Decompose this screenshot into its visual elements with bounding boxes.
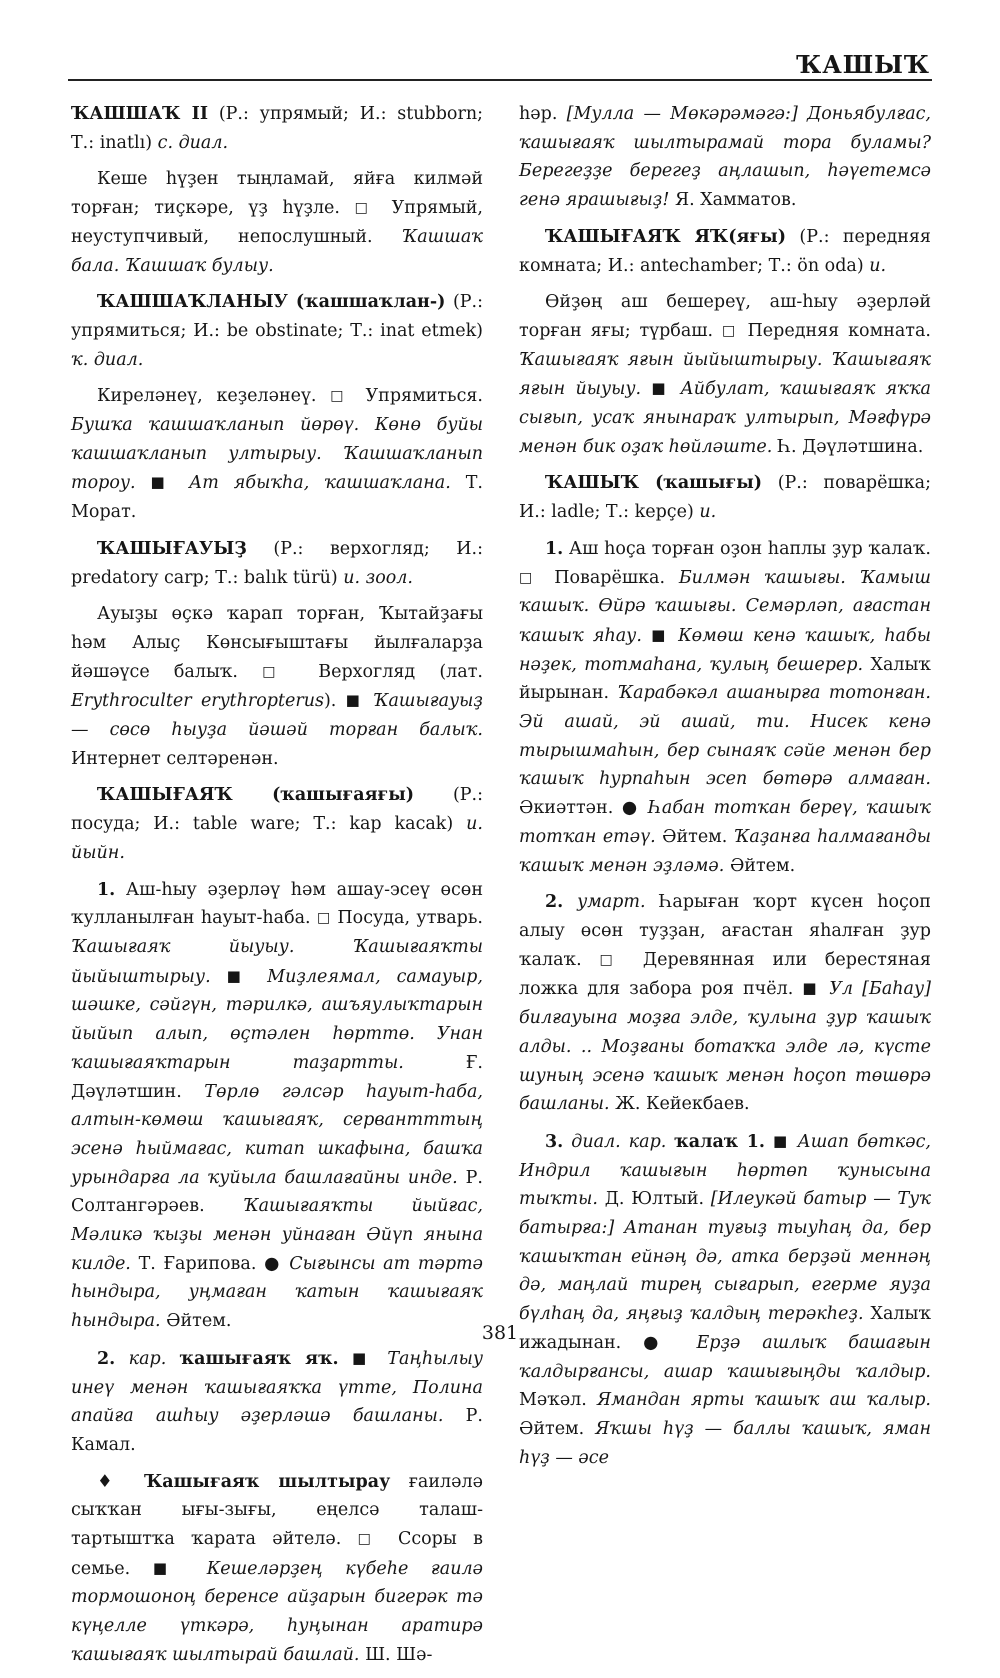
proverb-marker-icon: ● xyxy=(643,1332,675,1353)
entry-kashshak-ii xyxy=(71,100,483,157)
quotation: Таңһылыу инеү менән ҡашығаяҡҡа үтте, Полина апайға ашһыу әҙерләшә башланы. xyxy=(71,1348,483,1427)
quote-source: Т. Морат. xyxy=(71,473,483,523)
russian-equivalent: Посуда, утварь. xyxy=(337,908,483,929)
quote-marker-icon: ■ xyxy=(152,1558,185,1577)
quote-source: Әйтем. xyxy=(729,855,796,876)
definition xyxy=(71,165,483,280)
definition-text: ғаиләлә сыҡҡан ығы-зығы, еңелсә талаш-тартыштҡа ҡарата әйтелә. xyxy=(71,1471,483,1550)
quote-marker-icon: ■ xyxy=(150,473,175,492)
proverb: Ерҙә ашлыҡ башағын ҡалдырғансы, ашар ҡашығыңды ҡалдыр. xyxy=(519,1332,931,1382)
cross-reference: ҡалаҡ 1. xyxy=(674,1131,765,1152)
translation-gloss: (Р.: посуда; И.: table ware; Т.: kap kacak) xyxy=(71,785,483,835)
entry-kashygayak-yak xyxy=(519,223,931,280)
grammar-label: и. xyxy=(699,502,717,523)
quote-source: Р. Солтангәрәев. xyxy=(71,1167,483,1217)
quote-source: Әйтем. xyxy=(662,826,728,847)
quote-source-continuation: һәр. xyxy=(519,104,558,124)
proverb: Ҡаҙанға һалмағанды ҡашыҡ менән эҙләмә. xyxy=(519,826,931,876)
sense-number: 2. xyxy=(545,892,564,913)
quote-source: Д. Юлтый. xyxy=(604,1189,705,1210)
quotation: Миҙлеямал, самауыр, шәшке, сәйгүн, тәрилкә, ашъяулыҡтарын йыйып алып, өҫтәлен һөрттө. Унан ҡашығаяҡтарын таҙартты. xyxy=(71,966,483,1073)
quotation: [Илеукәй батыр — Туҡ батырға:] Атанан туғыҙ тыуһаң да, бер ҡашыҡтан ейнәң дә, атка берҙәй меннәң дә, маңлай тирең сығарып, егерме яуҙа бүлһаң да, яңғыҙ ҡалдың терәкһеҙ. xyxy=(519,1189,931,1325)
quotation: Ҡарабәкәл ашанырға тотонған. Эй ашай, эй ашай, ти. Нисек кенә тырышмаһын, бер сынаяҡ сәйе менән бер ҡашыҡ һурпаһын эсеп бөтөрә алмаған. xyxy=(519,683,931,790)
sense-number: 3. xyxy=(545,1131,564,1152)
entry-kashshaklanyu xyxy=(71,288,483,374)
grammar-label: кар. xyxy=(128,1348,167,1369)
russian-equivalent-end: ). xyxy=(323,691,337,712)
quote-source: Әйтем. xyxy=(519,1418,585,1439)
right-column xyxy=(519,100,931,1480)
quote-source: Я. Хамматов. xyxy=(674,190,797,211)
grammar-label: умарт. xyxy=(577,892,646,913)
quotation: Көмөш кенә ҡашыҡ, һабы нәҙек, тотмаһана, ҡулың бешерер. xyxy=(519,625,931,675)
quotation: Төрлө гәлсәр һауыт-һаба, алтын-көмөш ҡашығаяҡ, сервантттың эсенә һыймағас, китап шкафына, башҡа урындарға ла ҡуйыла башлағайны инде. xyxy=(71,1081,483,1188)
entry-kashygauyz xyxy=(71,535,483,592)
headword: ҠАШЫҠ (ҡашығы) xyxy=(545,473,763,494)
quote-marker-icon: ■ xyxy=(802,979,821,998)
quote-source: Т. Ғарипова. xyxy=(138,1253,257,1274)
page-number: 381 xyxy=(481,1322,519,1344)
header-rule xyxy=(68,79,932,81)
definition-text: Ауыҙы өҫкә ҡарап торған, Ҡытайҙағы һәм Алыҫ Көнсығыштағы йылғаларҙа йәшәүсе балыҡ. xyxy=(71,604,483,682)
proverb: Яҡшы һүҙ — баллы ҡашыҡ, яман һүҙ — әсе xyxy=(519,1418,931,1468)
proverb: Сығынсы ат тәртә һындыра, уңмаған ҡатын ҡашығаяҡ һындыра. xyxy=(71,1253,483,1332)
quote-source: Ғ. Дәүләтшин. xyxy=(71,1052,483,1102)
idiom-entry xyxy=(71,1468,483,1670)
usage-examples: Билмән ҡашығы. Ҡамыш ҡашыҡ. Өйрә ҡашығы. Семәрләп, ағастан ҡашыҡ яһау. xyxy=(519,567,931,646)
russian-marker-icon: □ xyxy=(330,388,352,405)
russian-marker-icon: □ xyxy=(519,569,541,586)
quotation: Ашап бөткәс, Индрил ҡашығын һөртөп ҡунысына тыҡты. xyxy=(519,1131,931,1210)
definition-text: Аш һоҫа торған оҙон һаплы ҙур ҡалаҡ. xyxy=(568,538,931,559)
russian-equivalent: Верхогляд (лат. xyxy=(318,661,483,682)
definition-text: Киреләнеү, кеҙеләнеү. xyxy=(97,386,317,407)
grammar-label: ҡ. диал. xyxy=(71,349,144,370)
quotation: Кешеләрҙең күбеһе ғаилә тормошоноң беренсе айҙарын бигерәк тә күңелле үткәрә, һуңынан аратирә ҡашығаяҡ шылтырай башлай. xyxy=(71,1558,483,1665)
quotation: Айбулат, ҡашығаяҡ яҡҡа сығып, усаҡ янынараҡ ултырып, Мәғфүрә менән бик оҙаҡ һөйләште. xyxy=(519,379,931,457)
quote-source: Мәҡәл. xyxy=(519,1390,587,1411)
left-column xyxy=(71,100,483,1678)
sense-3 xyxy=(519,1127,931,1472)
sense-2 xyxy=(71,1344,483,1460)
headword: ҠАШЫҒАЯҠ ЯҠ(яғы) xyxy=(545,226,787,247)
usage-examples: Ҡашығаяҡ йыуыу. Ҡашығаяҡты йыйыштырыу. xyxy=(71,936,483,987)
russian-marker-icon: □ xyxy=(722,322,739,339)
quote-source: Халыҡ ижадынан. xyxy=(519,1304,931,1353)
quotation: Ул [Баһау] билғауына моҙға элде, ҡулына ҙур ҡашыҡ алды. .. Моҙғаны ботаҡҡа элде лә, күсте шуның эсенә ҡашыҡ менән һоҫоп төшөрә башланы. xyxy=(519,979,931,1115)
sense-number: 1. xyxy=(545,538,564,559)
quote-source: Интернет селтәренән. xyxy=(71,748,279,769)
quotation: Ат ябыҡһа, ҡашшаҡлана. xyxy=(189,473,451,494)
russian-equivalent: Деревянная или берестяная ложка для забора роя пчёл. xyxy=(519,949,931,1000)
latin-name: Erythroculter erythropterus xyxy=(71,691,324,712)
quote-source: Һ. Дәүләтшина. xyxy=(777,436,924,457)
proverb: Ямандан ярты ҡашыҡ аш ҡалыр. xyxy=(597,1390,931,1411)
definition-text: Аш-һыу әҙерләү һәм ашау-эсеү өсөн ҡулланылған һауыт-һаба. xyxy=(71,879,483,929)
russian-equivalent: Упрямиться. xyxy=(365,386,483,407)
definition xyxy=(519,288,931,461)
russian-equivalent: Ссоры в семье. xyxy=(71,1529,483,1579)
running-head: ҠАШЫҠ xyxy=(796,50,930,79)
sense-2 xyxy=(519,888,931,1119)
quote-marker-icon: ■ xyxy=(772,1131,790,1150)
definition xyxy=(71,600,483,773)
grammar-label: и. йыйн. xyxy=(71,814,483,863)
russian-marker-icon: □ xyxy=(357,1531,382,1548)
russian-equivalent: Поварёшка. xyxy=(554,567,666,588)
quote-source: Ж. Кейекбаев. xyxy=(615,1094,750,1115)
idiom-diamond-icon: ♦ xyxy=(97,1471,126,1492)
translation-gloss: (Р.: поварёшка; И.: ladle; Т.: kepçe) xyxy=(519,473,931,523)
quote-source: Әкиәттән. xyxy=(519,798,614,819)
quotation: Ҡашығауыҙ — сөсө һыуҙа йәшәй торған балыҡ. xyxy=(71,691,483,741)
russian-equivalent: Передняя комната. xyxy=(747,320,931,341)
definition-text: Кеше һүҙен тыңламай, яйға килмәй торған; тиҫкәре, үҙ һүҙле. xyxy=(71,169,483,219)
grammar-label: и. xyxy=(869,255,887,276)
usage-examples: Ҡашығаяҡ яғын йыйыштырыу. Ҡашығаяҡ яғын йыуыу. xyxy=(519,349,931,400)
continued-quote xyxy=(519,100,931,215)
cross-reference: ҡашығаяҡ яҡ. xyxy=(179,1348,339,1369)
quote-marker-icon: ■ xyxy=(352,1348,374,1367)
headword: ҠАШШАҠЛАНЫУ (ҡашшаҡлан-) xyxy=(97,292,446,313)
headword: ҠАШШАҠ II xyxy=(71,104,209,124)
quote-marker-icon: ■ xyxy=(651,379,671,398)
usage-examples: Бушҡа ҡашшаҡланып йөрөү. Көнө буйы ҡашшаҡланып ултырыу. Ҡашшаҡланып тороу. xyxy=(71,415,483,494)
quote-source: Р. Камал. xyxy=(71,1406,483,1455)
entry-kashyk xyxy=(519,469,931,526)
quotation: Ҡашығаяҡты йыйғас, Мәликә ҡыҙы менән уйнаған Әйүп янына килде. xyxy=(71,1196,483,1274)
translation-gloss: (Р.: верхогляд; И.: predatory carp; Т.: balık türü) xyxy=(71,538,483,588)
translation-gloss: (Р.: передняя комната; И.: antechamber; Т.: ön oda) xyxy=(519,226,931,276)
definition-text: Һарыған ҡорт күсен һоҫоп алыу өсөн туҙҙан, ағастан яһалған ҙур ҡалаҡ. xyxy=(519,892,931,970)
grammar-label: и. зоол. xyxy=(343,567,413,588)
sense-1 xyxy=(519,535,931,880)
quotation: [Мулла — Мөкәрәмәгә:] Доньябулғас, ҡашығаяҡ шылтырамай тора буламы? Берегеҙҙе берегеҙ аңлашып, һәүетемсә генә ярашығыҙ! xyxy=(519,104,931,211)
quote-source: Халыҡ йырынан. xyxy=(519,654,931,704)
quote-marker-icon: ■ xyxy=(651,625,669,644)
headword: ҠАШЫҒАЯҠ (ҡашығаяғы) xyxy=(97,785,415,806)
russian-marker-icon: □ xyxy=(354,200,377,217)
quote-source: Ш. Шә- xyxy=(365,1644,433,1665)
quote-marker-icon: ■ xyxy=(345,691,364,710)
proverb-marker-icon: ● xyxy=(621,798,641,819)
grammar-label: диал. кар. xyxy=(571,1131,667,1152)
definition xyxy=(71,382,483,527)
usage-examples: Ҡашшаҡ бала. Ҡашшаҡ булыу. xyxy=(71,226,483,276)
translation-gloss: (Р.: упрямый; И.: stubborn; Т.: inatlı) xyxy=(71,104,483,153)
proverb-marker-icon: ● xyxy=(264,1253,282,1274)
proverb: Һабан тотҡан береү, ҡашыҡ тотҡан етәү. xyxy=(519,798,931,847)
headword: ҠАШЫҒАУЫҘ xyxy=(97,538,247,559)
russian-equivalent: Упрямый, неуступчивый, непослушный. xyxy=(71,198,483,247)
sense-number: 1. xyxy=(97,879,116,900)
russian-marker-icon: □ xyxy=(262,663,295,680)
entry-kashygayak xyxy=(71,781,483,867)
quote-source: Әйтем. xyxy=(166,1311,232,1332)
russian-marker-icon: □ xyxy=(599,951,626,968)
quote-marker-icon: ■ xyxy=(226,966,252,985)
russian-marker-icon: □ xyxy=(316,910,332,927)
translation-gloss: (Р.: упрямиться; И.: be obstinate; Т.: inat etmek) xyxy=(71,292,483,341)
idiom: Ҡашығаяҡ шылтырау xyxy=(144,1471,391,1492)
sense-1 xyxy=(71,876,483,1336)
sense-number: 2. xyxy=(97,1348,116,1369)
definition-text: Өйҙөң аш бешереү, аш-һыу әҙерләй торған яғы; түрбаш. xyxy=(519,292,931,341)
grammar-label: с. диал. xyxy=(157,132,229,153)
